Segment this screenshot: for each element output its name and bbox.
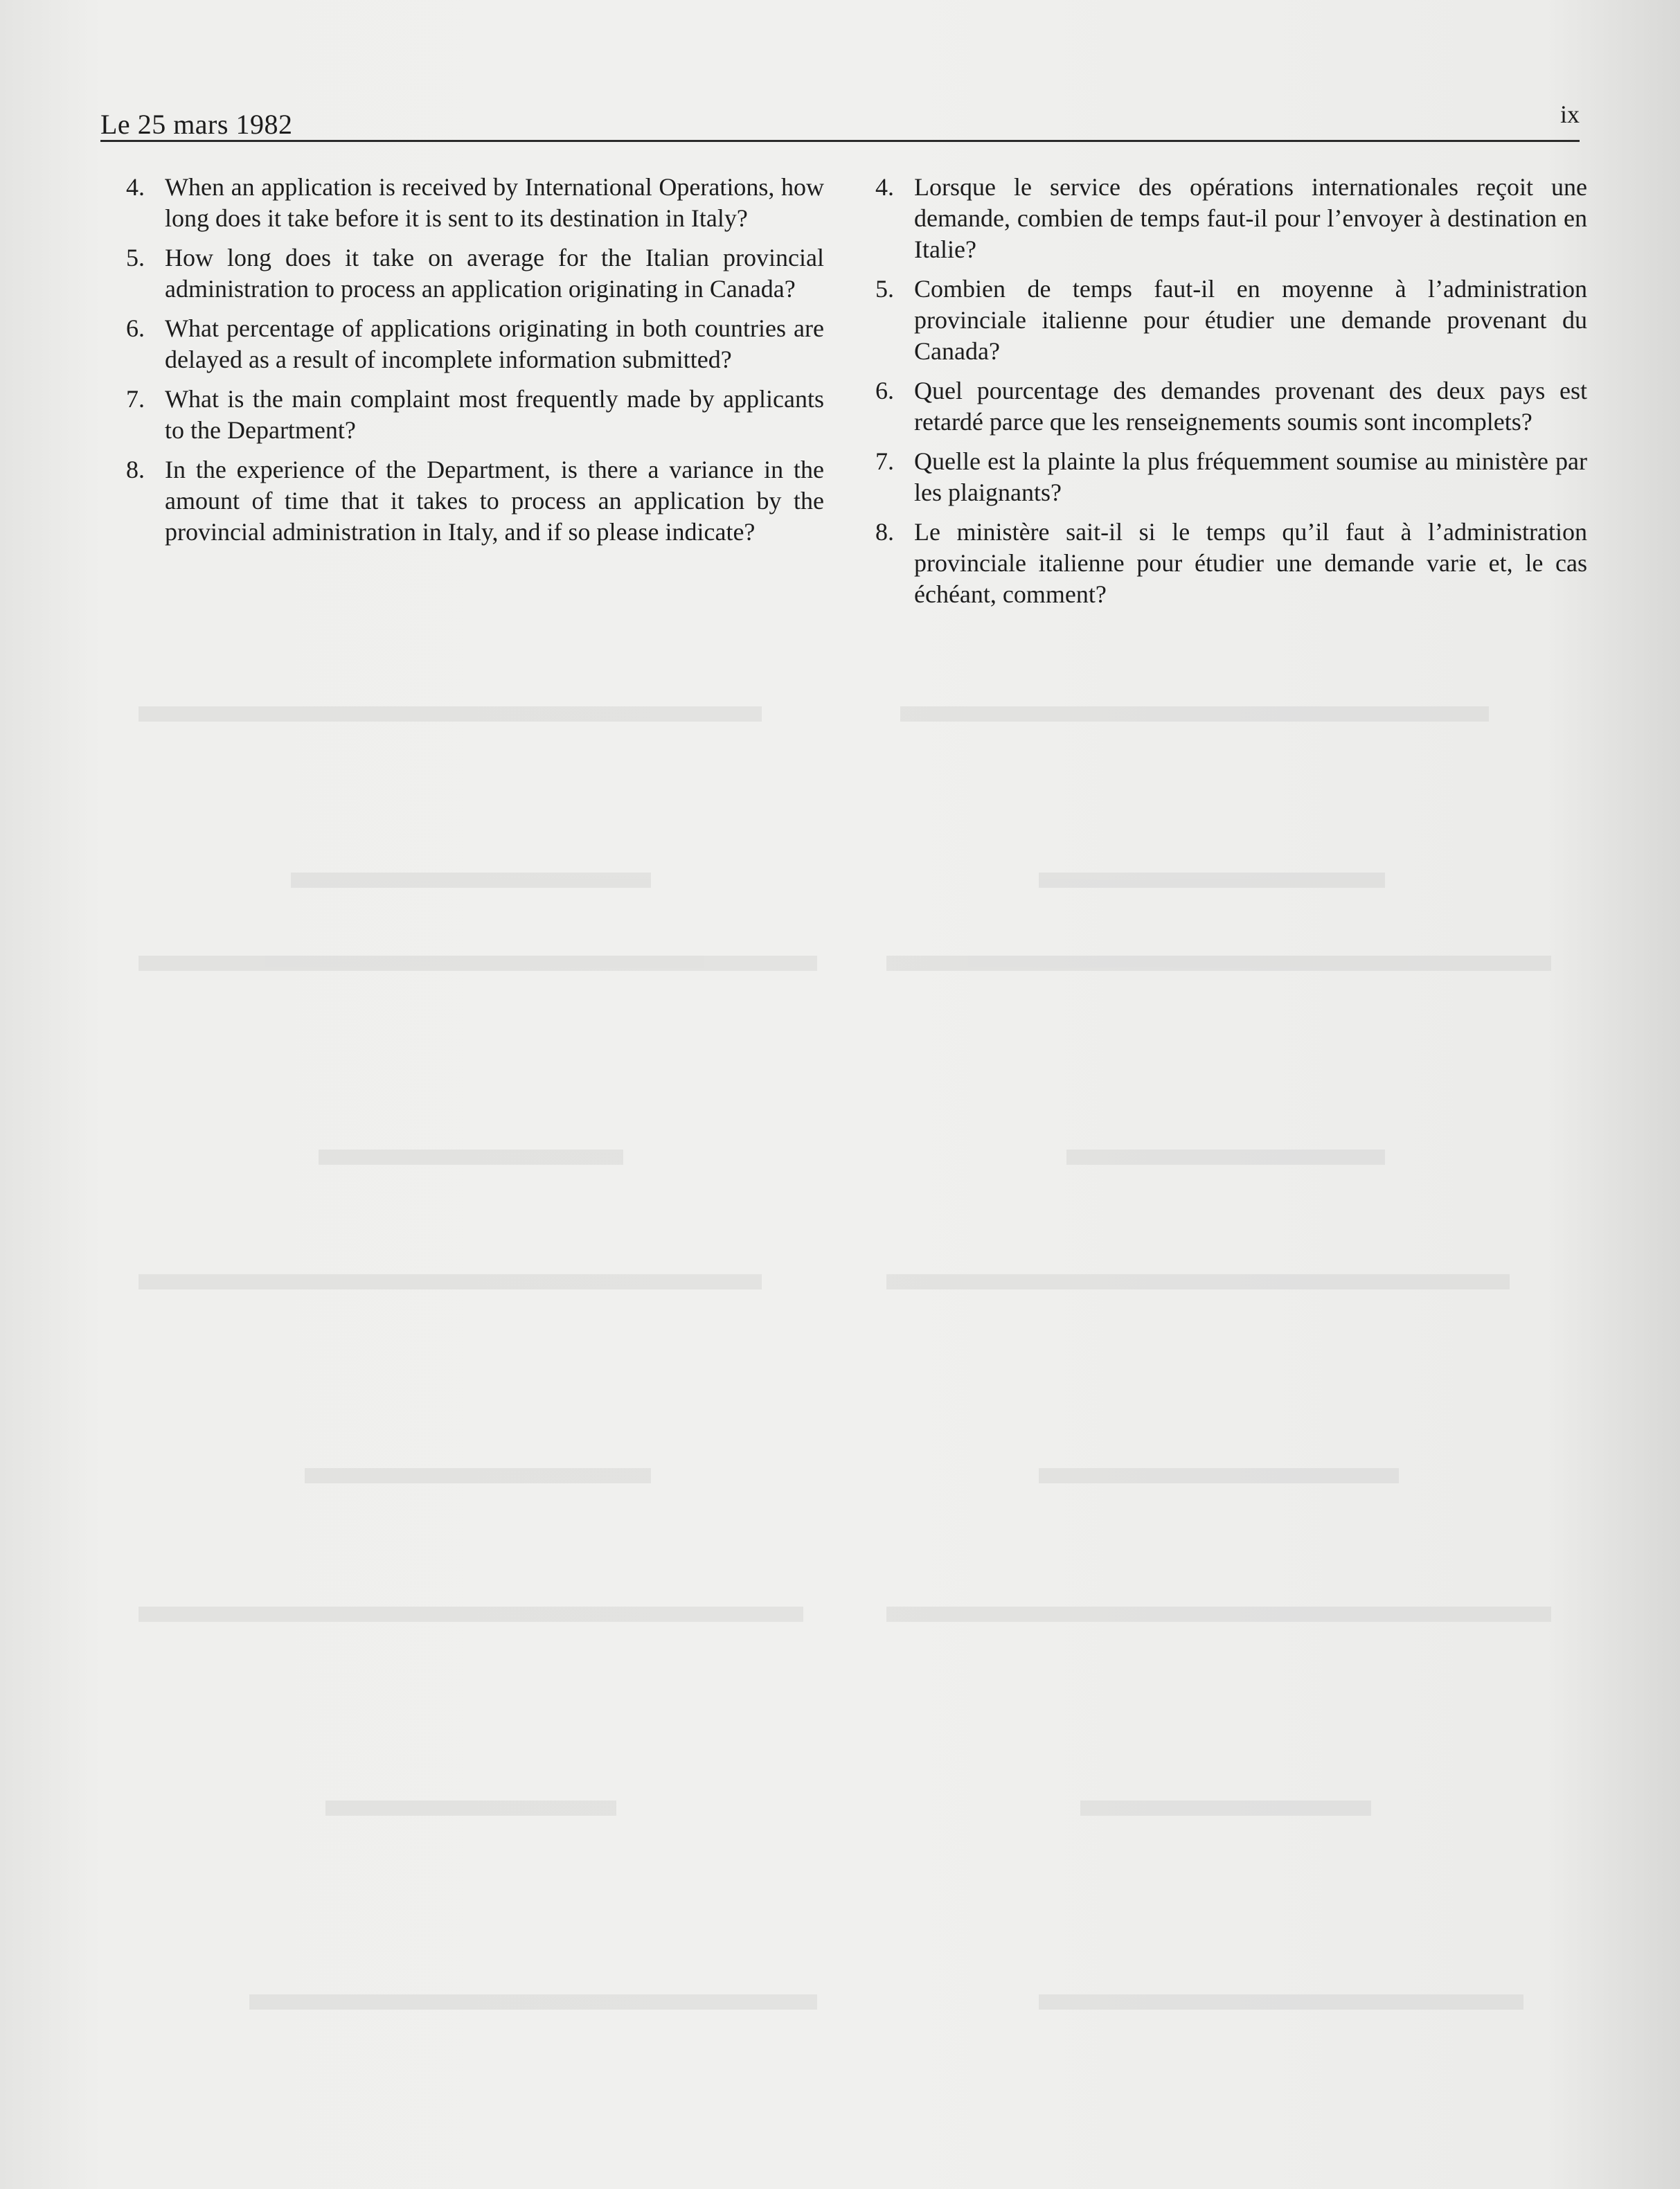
bleed-through-line bbox=[886, 1274, 1510, 1289]
question-item bbox=[125, 454, 824, 548]
question-number: 7. bbox=[126, 385, 145, 413]
question-item bbox=[874, 375, 1587, 438]
bleed-through-line bbox=[900, 706, 1489, 722]
question-item bbox=[125, 313, 824, 375]
bleed-through-line bbox=[886, 956, 1551, 971]
question-number: 5. bbox=[875, 275, 894, 303]
header-rule bbox=[100, 140, 1580, 142]
question-number: 4. bbox=[126, 173, 145, 201]
bleed-through-line bbox=[1080, 1801, 1371, 1816]
bleed-through-line bbox=[138, 956, 817, 971]
english-questions-column bbox=[125, 172, 824, 556]
question-item bbox=[874, 446, 1587, 508]
bleed-through-line bbox=[1039, 1468, 1399, 1483]
question-item bbox=[125, 242, 824, 305]
bleed-through-line bbox=[325, 1801, 616, 1816]
question-text: When an application is received by International Operations, how long does it take before it is sent to its destination in Italy? bbox=[165, 173, 824, 232]
question-text: In the experience of the Department, is there a variance in the amount of time that it takes to process an application by the provincial administration in Italy, and if so please indicate? bbox=[165, 456, 824, 546]
question-item bbox=[125, 172, 824, 234]
bleed-through-texture bbox=[0, 665, 1680, 2119]
question-number: 6. bbox=[126, 314, 145, 342]
question-number: 8. bbox=[875, 518, 894, 546]
page-header bbox=[100, 100, 1580, 143]
question-item bbox=[874, 274, 1587, 367]
bleed-through-line bbox=[249, 1994, 817, 2010]
page-number: ix bbox=[1560, 100, 1580, 128]
question-number: 5. bbox=[126, 244, 145, 271]
question-text: How long does it take on average for the Italian provincial administration to process an application originating in Canada? bbox=[165, 244, 824, 303]
question-text: Quelle est la plainte la plus fréquemment soumise au ministère par les plaignants? bbox=[914, 447, 1587, 506]
bleed-through-line bbox=[291, 873, 651, 888]
question-text: What percentage of applications originating in both countries are delayed as a result of incomplete information submitted? bbox=[165, 314, 824, 373]
header-date: Le 25 mars 1982 bbox=[100, 109, 293, 140]
french-questions-column bbox=[874, 172, 1587, 618]
bleed-through-line bbox=[305, 1468, 651, 1483]
question-text: Le ministère sait-il si le temps qu’il faut à l’administration provinciale italienne pour étudier une demande varie et, le cas échéant, comment? bbox=[914, 518, 1587, 608]
question-text: Lorsque le service des opérations internationales reçoit une demande, combien de temps faut-il pour l’envoyer à destination en Italie? bbox=[914, 173, 1587, 263]
question-number: 8. bbox=[126, 456, 145, 483]
bleed-through-line bbox=[138, 1274, 762, 1289]
bleed-through-line bbox=[1039, 873, 1385, 888]
question-text: Quel pourcentage des demandes provenant des deux pays est retardé parce que les renseignements soumis sont incomplets? bbox=[914, 377, 1587, 436]
question-text: Combien de temps faut-il en moyenne à l’administration provinciale italienne pour étudier une demande provenant du Canada? bbox=[914, 275, 1587, 365]
question-number: 7. bbox=[875, 447, 894, 475]
question-text: What is the main complaint most frequently made by applicants to the Department? bbox=[165, 385, 824, 444]
question-number: 4. bbox=[875, 173, 894, 201]
bleed-through-line bbox=[138, 706, 762, 722]
bleed-through-line bbox=[1039, 1994, 1523, 2010]
question-number: 6. bbox=[875, 377, 894, 404]
question-item bbox=[874, 517, 1587, 610]
question-item bbox=[125, 384, 824, 446]
bleed-through-line bbox=[138, 1607, 803, 1622]
question-item bbox=[874, 172, 1587, 265]
bleed-through-line bbox=[319, 1150, 623, 1165]
bleed-through-line bbox=[1066, 1150, 1385, 1165]
bleed-through-line bbox=[886, 1607, 1551, 1622]
